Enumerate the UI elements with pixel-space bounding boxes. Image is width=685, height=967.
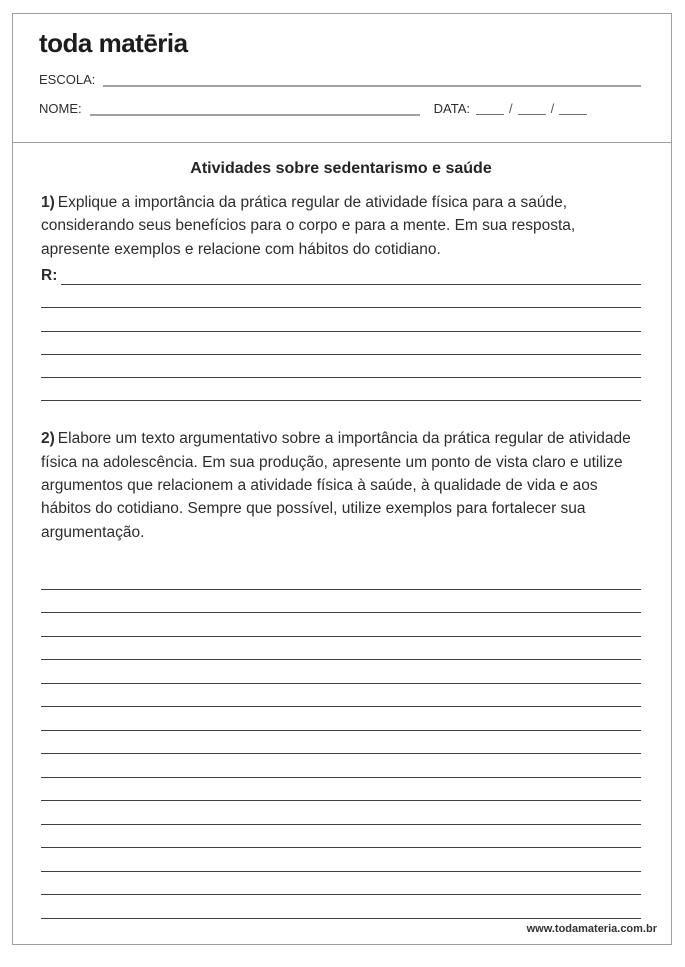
page-header [13,14,671,143]
nome-input-line[interactable] [90,114,420,116]
nome-label: NOME: [39,101,82,116]
escola-input-line[interactable] [103,85,641,87]
answer-line[interactable] [41,590,641,614]
question-2-number: 2) [41,430,55,448]
escola-field-row [39,72,641,88]
data-label: DATA: [433,101,470,116]
answer-line[interactable] [41,637,641,661]
date-separator: / [508,101,513,116]
answer-line[interactable] [41,895,641,919]
answer-line[interactable] [41,332,641,355]
answer-prefix-label: R: [41,267,58,285]
question-1-body: Explique a importância da prática regular de atividade física para a saúde, considerando seus benefícios para o corpo e para a mente. Em sua resposta, apresente exemplos e relacione com hábitos do cotidiano. [41,194,576,258]
escola-label: ESCOLA: [39,72,96,87]
answer-line[interactable] [41,308,641,331]
answer-line[interactable] [41,684,641,708]
answer-line[interactable] [41,613,641,637]
answer-line[interactable] [41,660,641,684]
answer-line[interactable] [41,872,641,896]
answer-line[interactable] [41,378,641,401]
worksheet-title: Atividades sobre sedentarismo e saúde [190,160,492,177]
question-1-answer-lines [41,285,641,401]
answer-line[interactable] [41,848,641,872]
nome-data-field-row [39,101,641,117]
date-separator: / [550,101,555,116]
question-1-answer-prefix-row [41,261,641,285]
answer-line[interactable] [41,778,641,802]
answer-line[interactable] [41,825,641,849]
question-1-text [41,191,641,261]
worksheet-page [12,13,672,945]
question-2-text [41,427,641,544]
answer-line[interactable] [41,355,641,378]
question-1-number: 1) [41,194,55,211]
toda-materia-logo: toda matēria [39,28,188,58]
answer-line[interactable] [41,754,641,778]
question-2-body: Elabore um texto argumentativo sobre a importância da prática regular de atividade física na adolescência. Em sua produção, apresente um ponto de vista claro e utilize argumentos que relacionem a atividade física à saúde, à qualidade de vida e aos hábitos do cotidiano. Sempre que possível, utilize exemplos para fortalecer sua argumentação. [41,430,631,541]
answer-line[interactable] [41,731,641,755]
answer-line[interactable] [41,285,641,308]
answer-line[interactable] [41,801,641,825]
answer-line[interactable] [41,566,641,590]
footer-website-url: www.todamateria.com.br [526,923,657,935]
date-day-blank[interactable] [476,114,504,115]
answer-line[interactable] [41,707,641,731]
question-2-answer-lines [41,566,641,919]
worksheet-content [13,143,671,944]
date-month-blank[interactable] [518,114,546,115]
date-year-blank[interactable] [559,114,587,115]
